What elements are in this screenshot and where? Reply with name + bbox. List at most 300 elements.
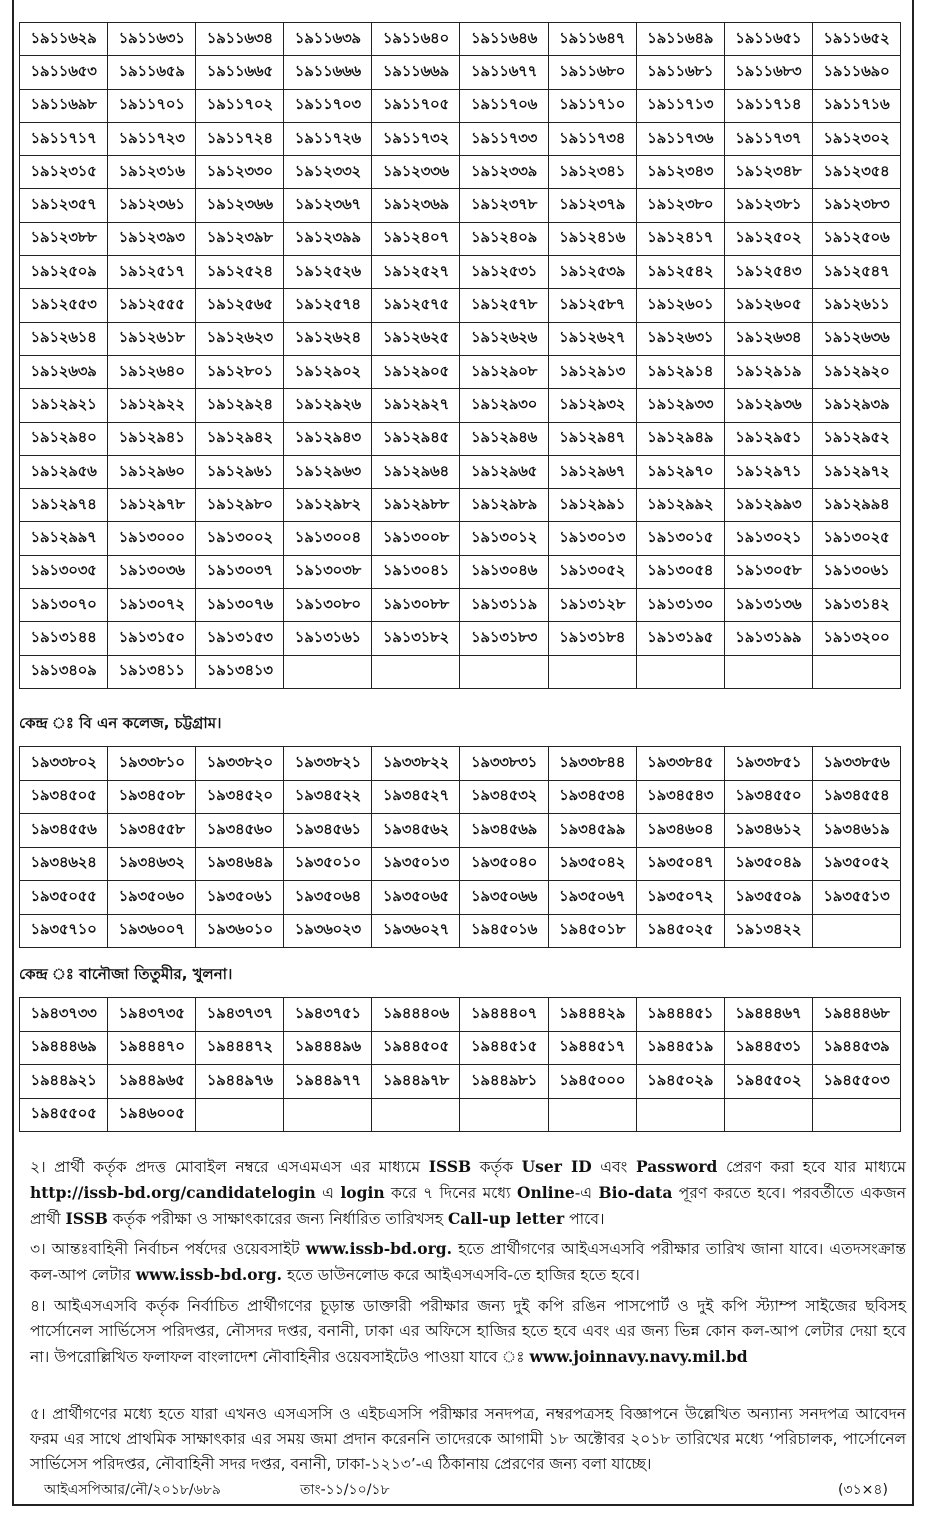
- roll-number-cell: ১৯১২৩৩০: [196, 156, 284, 189]
- roll-number-cell: ১৯১২৫২৪: [196, 256, 284, 289]
- roll-number-cell: ১৯৪৫০১৮: [548, 914, 636, 948]
- roll-number-cell: ১৯১২৯০৫: [372, 355, 460, 388]
- roll-number-cell: ১৯১২৫৭৪: [284, 289, 372, 322]
- table-row: [20, 489, 901, 522]
- roll-number-cell: ১৯১২৬০৫: [724, 289, 812, 322]
- roll-number-cell: ১৯১১৭০৫: [372, 89, 460, 122]
- roll-number-cell: ১৯১১৬৮১: [636, 56, 724, 89]
- roll-number-cell: ১৯১২৩৬১: [108, 189, 196, 222]
- roll-number-cell: [812, 1098, 900, 1132]
- roll-number-cell: ১৯১২৩৭৯: [548, 189, 636, 222]
- roll-number-cell: ১৯৩৪৬১২: [724, 814, 812, 848]
- roll-number-cell: ১৯১২৯৯২: [636, 489, 724, 522]
- roll-number-cell: ১৯১২৯০২: [284, 355, 372, 388]
- roll-number-cell: ১৯১১৬৪০: [372, 23, 460, 56]
- roll-number-cell: ১৯১২৩৪৮: [724, 156, 812, 189]
- roll-number-cell: ১৯৩৫০৬৫: [372, 881, 460, 915]
- roll-number-cell: ১৯১১৭৩২: [372, 122, 460, 155]
- roll-number-cell: ১৯৩৫০৫২: [812, 847, 900, 881]
- roll-number-cell: ১৯১২৯৬৫: [460, 455, 548, 488]
- roll-number-cell: [284, 1098, 372, 1132]
- roll-number-cell: ১৯১২৬২৪: [284, 322, 372, 355]
- roll-number-cell: ১৯১২৯৮০: [196, 489, 284, 522]
- roll-number-cell: ১৯১১৬৩৪: [196, 23, 284, 56]
- roll-number-cell: ১৯১৩০৫৪: [636, 555, 724, 588]
- roll-number-cell: ১৯৩৩৮৩১: [460, 747, 548, 781]
- roll-number-cell: [372, 1098, 460, 1132]
- roll-number-cell: ১৯১২৯৯১: [548, 489, 636, 522]
- roll-number-cell: ১৯১৩০০৪: [284, 522, 372, 555]
- roll-number-cell: ১৯১১৭১৩: [636, 89, 724, 122]
- issue-date: তাং-১১/১০/১৮: [300, 1482, 390, 1498]
- roll-number-cell: ১৯১১৬২৯: [20, 23, 108, 56]
- roll-number-cell: ১৯৩৫০৬০: [108, 881, 196, 915]
- issb-website: www.issb-bd.org.: [305, 1239, 452, 1258]
- roll-number-cell: ১৯১২৯৯৭: [20, 522, 108, 555]
- table-row: [20, 1065, 901, 1099]
- roll-number-cell: ১৯১২৫৮৭: [548, 289, 636, 322]
- roll-number-cell: ১৯১১৬৮৩: [724, 56, 812, 89]
- roll-number-cell: ১৯৪৩৭৫১: [284, 998, 372, 1032]
- roll-number-cell: ১৯৩৫০৪৯: [724, 847, 812, 881]
- roll-number-cell: ১৯৩৩৮০২: [20, 747, 108, 781]
- roll-number-cell: ১৯১২৬২৭: [548, 322, 636, 355]
- roll-number-cell: ১৯৪৪৫০৫: [372, 1031, 460, 1065]
- roll-number-cell: [636, 655, 724, 688]
- roll-number-cell: ১৯১২৯৬০: [108, 455, 196, 488]
- roll-number-cell: ১৯১৩০৫৮: [724, 555, 812, 588]
- roll-number-cell: ১৯১৩০২৫: [812, 522, 900, 555]
- roll-number-cell: ১৯১৩৪১১: [108, 655, 196, 688]
- roll-number-cell: ১৯১২৫২৬: [284, 256, 372, 289]
- table-row: [20, 156, 901, 189]
- roll-table-centre-1: [19, 22, 901, 689]
- roll-number-cell: ১৯১১৬৫২: [812, 23, 900, 56]
- roll-number-cell: ১৯১১৬৬৫: [196, 56, 284, 89]
- roll-number-cell: ১৯৪৫০০০: [548, 1065, 636, 1099]
- table-row: [20, 1031, 901, 1065]
- roll-number-cell: ১৯৩৩৮২২: [372, 747, 460, 781]
- roll-number-cell: ১৯১১৭১৪: [724, 89, 812, 122]
- roll-number-cell: ১৯১২৩৪৩: [636, 156, 724, 189]
- roll-number-cell: ১৯৪৪৪২৯: [548, 998, 636, 1032]
- roll-number-cell: ১৯১১৬৪৭: [548, 23, 636, 56]
- table-row: [20, 289, 901, 322]
- roll-number-cell: ১৯১১৭০১: [108, 89, 196, 122]
- roll-number-cell: ১৯৪৩৭৩৭: [196, 998, 284, 1032]
- roll-number-cell: ১৯৩৩৮২০: [196, 747, 284, 781]
- roll-table-centre-3: [19, 997, 901, 1132]
- roll-number-cell: ১৯১১৭৩৬: [636, 122, 724, 155]
- roll-number-cell: ১৯৪৫০২৯: [636, 1065, 724, 1099]
- roll-number-cell: ১৯৩৪৫৫০: [724, 780, 812, 814]
- roll-number-cell: ১৯১২৪১৭: [636, 222, 724, 255]
- table-row: [20, 222, 901, 255]
- roll-number-cell: ১৯৩৩৮২১: [284, 747, 372, 781]
- table-row: [20, 998, 901, 1032]
- navy-website: www.joinnavy.navy.mil.bd: [529, 1347, 748, 1366]
- roll-number-cell: ১৯৪৪৪৭০: [108, 1031, 196, 1065]
- roll-number-cell: ১৯৪৪৫৩৯: [812, 1031, 900, 1065]
- roll-number-cell: ১৯৪৪৫৩১: [724, 1031, 812, 1065]
- roll-number-cell: [812, 655, 900, 688]
- roll-number-cell: ১৯১২৫৭৮: [460, 289, 548, 322]
- roll-number-cell: ১৯১২৩৯৯: [284, 222, 372, 255]
- roll-number-cell: ১৯১২৫৪৩: [724, 256, 812, 289]
- roll-number-cell: ১৯১২৯৪৬: [460, 422, 548, 455]
- roll-number-cell: ১৯৩৪৫০৮: [108, 780, 196, 814]
- roll-number-cell: [724, 655, 812, 688]
- roll-number-cell: ১৯১৩০৫২: [548, 555, 636, 588]
- roll-number-cell: ১৯১২৯৩২: [548, 389, 636, 422]
- roll-number-cell: ১৯১৩০৬১: [812, 555, 900, 588]
- roll-number-cell: ১৯৩৪৫২২: [284, 780, 372, 814]
- roll-number-cell: ১৯১১৬৩৯: [284, 23, 372, 56]
- roll-number-cell: [548, 655, 636, 688]
- roll-number-cell: ১৯৩৫০৪২: [548, 847, 636, 881]
- roll-number-cell: ১৯১১৬৭৭: [460, 56, 548, 89]
- roll-number-cell: ১৯১১৬৩১: [108, 23, 196, 56]
- roll-number-cell: ১৯৩৫০৬৭: [548, 881, 636, 915]
- table-row: [20, 847, 901, 881]
- roll-number-cell: ১৯১১৬৪৬: [460, 23, 548, 56]
- roll-number-cell: ১৯৪৪৫১৭: [548, 1031, 636, 1065]
- roll-number-cell: ১৯১৩১১৯: [460, 589, 548, 622]
- roll-number-cell: ১৯১২৯১৩: [548, 355, 636, 388]
- roll-number-cell: ১৯৩৫৫১৩: [812, 881, 900, 915]
- roll-number-cell: ১৯৪৪৯৭৮: [372, 1065, 460, 1099]
- roll-number-cell: ১৯৪৫৫০২: [724, 1065, 812, 1099]
- roll-number-cell: ১৯১৩৪১৩: [196, 655, 284, 688]
- roll-number-cell: ১৯৩৫০৭২: [636, 881, 724, 915]
- roll-number-cell: ১৯১২৫৩১: [460, 256, 548, 289]
- roll-number-cell: ১৯৩৫০৬৪: [284, 881, 372, 915]
- roll-number-cell: ১৯১২৫৪৭: [812, 256, 900, 289]
- roll-number-cell: [460, 655, 548, 688]
- roll-number-cell: ১৯১২৬১৮: [108, 322, 196, 355]
- roll-number-cell: ১৯১২৯৬১: [196, 455, 284, 488]
- roll-number-cell: ১৯১২৯৯৪: [812, 489, 900, 522]
- roll-number-cell: ১৯১২৬৩৪: [724, 322, 812, 355]
- roll-number-cell: ১৯১৩০৪৬: [460, 555, 548, 588]
- table-row: [20, 780, 901, 814]
- roll-number-cell: ১৯১৩১৫০: [108, 622, 196, 655]
- roll-number-cell: ১৯৩৫০৬১: [196, 881, 284, 915]
- roll-number-cell: ১৯১৩১৮৪: [548, 622, 636, 655]
- roll-number-cell: ১৯১২৯২১: [20, 389, 108, 422]
- roll-number-cell: ১৯১৩০২১: [724, 522, 812, 555]
- roll-number-cell: ১৯১২৯৪৫: [372, 422, 460, 455]
- roll-number-cell: ১৯৩৪৫৫৪: [812, 780, 900, 814]
- roll-number-cell: ১৯৩৪৫৯৯: [548, 814, 636, 848]
- roll-number-cell: ১৯১৩১৪৪: [20, 622, 108, 655]
- roll-number-cell: ১৯১২৫৪২: [636, 256, 724, 289]
- roll-number-cell: [548, 1098, 636, 1132]
- roll-number-cell: ১৯৩৪৫৪৩: [636, 780, 724, 814]
- roll-number-cell: ১৯১২৮০১: [196, 355, 284, 388]
- roll-number-cell: ১৯১৩১৯৯: [724, 622, 812, 655]
- roll-number-cell: ১৯১২৫১৭: [108, 256, 196, 289]
- roll-number-cell: ১৯১১৭১৬: [812, 89, 900, 122]
- table-row: [20, 522, 901, 555]
- roll-number-cell: ১৯১২৩৩৯: [460, 156, 548, 189]
- roll-number-cell: ১৯১২৩৫৭: [20, 189, 108, 222]
- roll-number-cell: ১৯৪৪৪৭২: [196, 1031, 284, 1065]
- roll-number-cell: ১৯১২৬২৬: [460, 322, 548, 355]
- roll-number-cell: ১৯৩৬০১০: [196, 914, 284, 948]
- note-2: ২। প্রার্থী কর্তৃক প্রদত্ত মোবাইল নম্বরে এসএমএস এর মাধ্যমে ISSB কর্তৃক User ID এবং Password প্রেরণ করা হবে যার মাধ্যমে http://issb-bd.org/candidatelogin এ login করে ৭ দিনের মধ্যে Online-এ Bio-data পূরণ করতে হবে। পরবর্তীতে একজন প্রার্থী ISSB কর্তৃক পরীক্ষা ও সাক্ষাৎকারের জন্য নির্ধারিত তারিখসহ Call-up letter পাবে।: [30, 1157, 907, 1228]
- roll-number-cell: ১৯১৩১২৮: [548, 589, 636, 622]
- roll-number-cell: ১৯১২৯৬৭: [548, 455, 636, 488]
- roll-number-cell: ১৯১২৫০৯: [20, 256, 108, 289]
- roll-number-cell: ১৯১২৫৬৫: [196, 289, 284, 322]
- roll-number-cell: ১৯১৩০০৮: [372, 522, 460, 555]
- roll-number-cell: ১৯১২৯৮৮: [372, 489, 460, 522]
- roll-number-cell: ১৯১২৫৫৫: [108, 289, 196, 322]
- roll-number-cell: ১৯১২৬১৪: [20, 322, 108, 355]
- roll-number-cell: ১৯১৩১৩০: [636, 589, 724, 622]
- roll-number-cell: ১৯১২৯৮৯: [460, 489, 548, 522]
- roll-number-cell: ১৯১২৯৬৪: [372, 455, 460, 488]
- roll-number-cell: ১৯১৩০১২: [460, 522, 548, 555]
- table-row: [20, 914, 901, 948]
- roll-number-cell: ১৯১৩০৩৬: [108, 555, 196, 588]
- roll-number-cell: ১৯৪৬০০৫: [108, 1098, 196, 1132]
- roll-number-cell: ১৯১২৩৩৬: [372, 156, 460, 189]
- roll-number-cell: ১৯১২৬২৩: [196, 322, 284, 355]
- table-row: [20, 555, 901, 588]
- roll-number-cell: ১৯১২৩৬৭: [284, 189, 372, 222]
- roll-number-cell: ১৯১৩১৮৩: [460, 622, 548, 655]
- table-row: [20, 23, 901, 56]
- roll-number-cell: ১৯৪৫০২৫: [636, 914, 724, 948]
- roll-number-cell: ১৯৩৫০৪৭: [636, 847, 724, 881]
- roll-number-cell: ১৯১৩০৭২: [108, 589, 196, 622]
- roll-number-cell: ১৯৩৪৬০৪: [636, 814, 724, 848]
- roll-number-cell: ১৯১৩০৭৬: [196, 589, 284, 622]
- roll-number-cell: ১৯১১৬৪৯: [636, 23, 724, 56]
- roll-number-cell: ১৯১২৬০১: [636, 289, 724, 322]
- roll-number-cell: ১৯১৩০৮০: [284, 589, 372, 622]
- roll-number-cell: ১৯৪৪৪৬৮: [812, 998, 900, 1032]
- issb-website-2: www.issb-bd.org.: [135, 1265, 283, 1284]
- roll-number-cell: ১৯৩৩৮৫১: [724, 747, 812, 781]
- roll-number-cell: ১৯১২৯৪৭: [548, 422, 636, 455]
- table-row: [20, 1098, 901, 1132]
- roll-table-centre-2: [19, 746, 901, 948]
- roll-number-cell: ১৯৩৪৫২০: [196, 780, 284, 814]
- roll-number-cell: ১৯১১৭৩৩: [460, 122, 548, 155]
- roll-number-cell: ১৯১৩০৪১: [372, 555, 460, 588]
- roll-number-cell: ১৯১৩৪২২: [724, 914, 812, 948]
- roll-number-cell: ১৯১২৯১৯: [724, 355, 812, 388]
- roll-number-cell: ১৯১২৩৮৮: [20, 222, 108, 255]
- roll-number-cell: ১৯১২৬১১: [812, 289, 900, 322]
- roll-number-cell: ১৯১১৭০৩: [284, 89, 372, 122]
- roll-number-cell: ১৯৩৩৮৫৬: [812, 747, 900, 781]
- roll-number-cell: ১৯১১৭২৬: [284, 122, 372, 155]
- roll-number-cell: ১৯১২৯১৪: [636, 355, 724, 388]
- roll-number-cell: ১৯৩৪৫২৭: [372, 780, 460, 814]
- roll-number-cell: ১৯১৩১৪২: [812, 589, 900, 622]
- roll-number-cell: ১৯১১৭২৪: [196, 122, 284, 155]
- roll-number-cell: ১৯১৩৪০৯: [20, 655, 108, 688]
- table-row: [20, 622, 901, 655]
- roll-number-cell: ১৯১৩০৮৮: [372, 589, 460, 622]
- roll-number-cell: ১৯৪৪৪৬৭: [724, 998, 812, 1032]
- roll-number-cell: ১৯৪৫৫০৩: [812, 1065, 900, 1099]
- roll-number-cell: ১৯৩৪৫৩৪: [548, 780, 636, 814]
- roll-number-cell: ১৯৪৪৫১৫: [460, 1031, 548, 1065]
- centre-heading-chattogram: কেন্দ্র ঃ বি এন কলেজ, চট্টগ্রাম।: [19, 714, 222, 732]
- roll-number-cell: ১৯১২৯৭৮: [108, 489, 196, 522]
- reference-number: আইএসপিআর/নৌ/২০১৮/৬৮৯: [44, 1482, 221, 1498]
- roll-number-cell: ১৯১২৪০৭: [372, 222, 460, 255]
- note-5: ৫। প্রার্থীগণের মধ্যে হতে যারা এখনও এসএসসি ও এইচএসসি পরীক্ষার সনদপত্র, নম্বরপত্রসহ বিজ্ঞাপনে উল্লেখিত অন্যান্য সনদপত্র আবেদন ফরম এর সাথে প্রাথমিক সাক্ষাৎকার এর সময় জমা প্রদান করেননি তাদেরকে আগামী ১৮ অক্টোবর ২০১৮ তারিখের মধ্যে ‘পরিচালক, পার্সোনেল সার্ভিসেস পরিদপ্তর, নৌবাহিনী সদর দপ্তর, বনানী, ঢাকা-১২১৩’-এ ঠিকানায় প্রেরণের জন্য বলা যাচ্ছে।: [30, 1405, 906, 1473]
- table-row: [20, 747, 901, 781]
- roll-number-cell: ১৯১২৯২৭: [372, 389, 460, 422]
- roll-number-cell: ১৯৩৫০১৩: [372, 847, 460, 881]
- table-row: [20, 655, 901, 688]
- roll-number-cell: ১৯১২৫৫৩: [20, 289, 108, 322]
- table-row: [20, 389, 901, 422]
- table-row: [20, 256, 901, 289]
- roll-number-cell: ১৯১২৯৭১: [724, 455, 812, 488]
- roll-number-cell: ১৯১২৯৪১: [108, 422, 196, 455]
- roll-number-cell: ১৯১১৬৬৯: [372, 56, 460, 89]
- table-row: [20, 322, 901, 355]
- roll-number-cell: ১৯৩৫০৫৫: [20, 881, 108, 915]
- roll-number-cell: ১৯১৩০৭০: [20, 589, 108, 622]
- roll-number-cell: ১৯৩৪৫৫৮: [108, 814, 196, 848]
- roll-number-cell: ১৯৩৪৬৩২: [108, 847, 196, 881]
- centre-heading-khulna: কেন্দ্র ঃ বানৌজা তিতুমীর, খুলনা।: [19, 965, 233, 983]
- roll-number-cell: ১৯১১৭১৭: [20, 122, 108, 155]
- roll-number-cell: ১৯১২৩৮১: [724, 189, 812, 222]
- roll-number-cell: ১৯১২৯৩৯: [812, 389, 900, 422]
- roll-number-cell: ১৯৪৪৪৬৯: [20, 1031, 108, 1065]
- table-row: [20, 122, 901, 155]
- roll-number-cell: ১৯১২৯২৪: [196, 389, 284, 422]
- roll-number-cell: ১৯১২৯৭০: [636, 455, 724, 488]
- roll-number-cell: ১৯১২৩৪১: [548, 156, 636, 189]
- roll-number-cell: ১৯৪৪৪০৬: [372, 998, 460, 1032]
- roll-number-cell: ১৯১২৯৭২: [812, 455, 900, 488]
- roll-number-cell: [724, 1098, 812, 1132]
- roll-number-cell: ১৯১২৬৩৯: [20, 355, 108, 388]
- roll-number-cell: ১৯১১৭৩৭: [724, 122, 812, 155]
- roll-number-cell: ১৯১৩০১৩: [548, 522, 636, 555]
- roll-number-cell: ১৯১৩১৯৫: [636, 622, 724, 655]
- roll-number-cell: ১৯৩৬০২৩: [284, 914, 372, 948]
- table-row: [20, 56, 901, 89]
- roll-number-cell: ১৯১১৬৯৮: [20, 89, 108, 122]
- roll-number-cell: ১৯১২৩৮৩: [812, 189, 900, 222]
- roll-number-cell: ১৯১২৩৮০: [636, 189, 724, 222]
- roll-number-cell: ১৯১২৯৫১: [724, 422, 812, 455]
- roll-number-cell: [372, 655, 460, 688]
- roll-number-cell: ১৯১২৯৪০: [20, 422, 108, 455]
- roll-number-cell: ১৯১৩০০২: [196, 522, 284, 555]
- roll-number-cell: ১৯১২৬৩১: [636, 322, 724, 355]
- roll-number-cell: ১৯১২৯২৬: [284, 389, 372, 422]
- roll-number-cell: ১৯১২৯৩০: [460, 389, 548, 422]
- roll-number-cell: ১৯৩৪৬৪৯: [196, 847, 284, 881]
- roll-number-cell: ১৯১২৯০৮: [460, 355, 548, 388]
- roll-number-cell: ১৯১২৩৬৬: [196, 189, 284, 222]
- roll-number-cell: [460, 1098, 548, 1132]
- roll-number-cell: ১৯৩৪৫০৫: [20, 780, 108, 814]
- roll-number-cell: ১৯৩৪৫৬১: [284, 814, 372, 848]
- roll-number-cell: ১৯১২৫২৭: [372, 256, 460, 289]
- roll-number-cell: ১৯১২৬৩৬: [812, 322, 900, 355]
- roll-number-cell: ১৯১১৬৫৩: [20, 56, 108, 89]
- roll-number-cell: ১৯১২৩৭৮: [460, 189, 548, 222]
- note-4: ৪। আইএসএসবি কর্তৃক নির্বাচিত প্রার্থীগণের চূড়ান্ত ডাক্তারী পরীক্ষার জন্য দুই কপি রঙিন পাসপোর্ট ও দুই কপি স্ট্যাম্প সাইজের ছবিসহ পার্সোনেল সার্ভিসেস পরিদপ্তর, নৌসদর দপ্তর, বনানী, ঢাকা এর অফিসে হাজির হতে হবে এবং এর জন্য ভিন্ন কোন কল-আপ লেটার দেয়া হবে না। উপরোল্লিখিত ফলাফল বাংলাদেশ নৌবাহিনীর ওয়েবসাইটেও পাওয়া যাবে ঃ www.joinnavy.navy.mil.bd: [30, 1297, 906, 1366]
- candidate-login-url: http://issb-bd.org/candidatelogin: [30, 1183, 316, 1202]
- roll-number-cell: ১৯৩৫৫০৯: [724, 881, 812, 915]
- roll-number-cell: ১৯১৩১৫৩: [196, 622, 284, 655]
- roll-number-cell: ১৯১২৯৩৩: [636, 389, 724, 422]
- roll-number-cell: ১৯১২৩৩২: [284, 156, 372, 189]
- roll-number-cell: ১৯১৩২০০: [812, 622, 900, 655]
- roll-number-cell: ১৯১২৯৭৪: [20, 489, 108, 522]
- roll-number-cell: ১৯১২৫০৬: [812, 222, 900, 255]
- roll-number-cell: ১৯১২৯৬৩: [284, 455, 372, 488]
- roll-number-cell: ১৯৪৪৯৮১: [460, 1065, 548, 1099]
- table-row: [20, 189, 901, 222]
- roll-number-cell: ১৯৪৩৭৩৫: [108, 998, 196, 1032]
- roll-number-cell: ১৯৪৪৪৫১: [636, 998, 724, 1032]
- roll-number-cell: ১৯৩৬০২৭: [372, 914, 460, 948]
- roll-number-cell: ১৯৩৬০০৭: [108, 914, 196, 948]
- roll-number-cell: ১৯৩৫৭১০: [20, 914, 108, 948]
- roll-number-cell: ১৯১৩১৮২: [372, 622, 460, 655]
- roll-number-cell: [636, 1098, 724, 1132]
- roll-number-cell: ১৯১১৭১০: [548, 89, 636, 122]
- roll-number-cell: ১৯১১৬৫৯: [108, 56, 196, 89]
- roll-number-cell: ১৯১২৯২২: [108, 389, 196, 422]
- roll-number-cell: ১৯১২৯৮২: [284, 489, 372, 522]
- roll-number-cell: ১৯১২৯৫২: [812, 422, 900, 455]
- roll-number-cell: ১৯৪৫৫০৫: [20, 1098, 108, 1132]
- roll-number-cell: ১৯১১৬৫১: [724, 23, 812, 56]
- roll-number-cell: ১৯১৩০৩৫: [20, 555, 108, 588]
- roll-number-cell: ১৯১৩১৬১: [284, 622, 372, 655]
- roll-number-cell: ১৯১২৩৫৪: [812, 156, 900, 189]
- roll-number-cell: ১৯১১৬৬৬: [284, 56, 372, 89]
- roll-number-cell: ১৯১২৬৪০: [108, 355, 196, 388]
- roll-number-cell: [284, 655, 372, 688]
- roll-number-cell: ১৯১২৫০২: [724, 222, 812, 255]
- roll-number-cell: ১৯১২৩৬৯: [372, 189, 460, 222]
- roll-number-cell: ১৯৩৩৮৪৫: [636, 747, 724, 781]
- roll-number-cell: ১৯১২৯৯৩: [724, 489, 812, 522]
- roll-number-cell: ১৯১৩০১৫: [636, 522, 724, 555]
- table-row: [20, 422, 901, 455]
- table-row: [20, 89, 901, 122]
- roll-number-cell: ১৯১২৩৯৩: [108, 222, 196, 255]
- roll-number-cell: [196, 1098, 284, 1132]
- roll-number-cell: ১৯৩৪৫৫৬: [20, 814, 108, 848]
- roll-number-cell: ১৯৪৪৯৬৫: [108, 1065, 196, 1099]
- roll-number-cell: ১৯৪৫০১৬: [460, 914, 548, 948]
- roll-number-cell: ১৯৩৪৬১৯: [812, 814, 900, 848]
- table-row: [20, 814, 901, 848]
- roll-number-cell: ১৯১২৫৭৫: [372, 289, 460, 322]
- roll-number-cell: ১৯১৩০০০: [108, 522, 196, 555]
- table-row: [20, 455, 901, 488]
